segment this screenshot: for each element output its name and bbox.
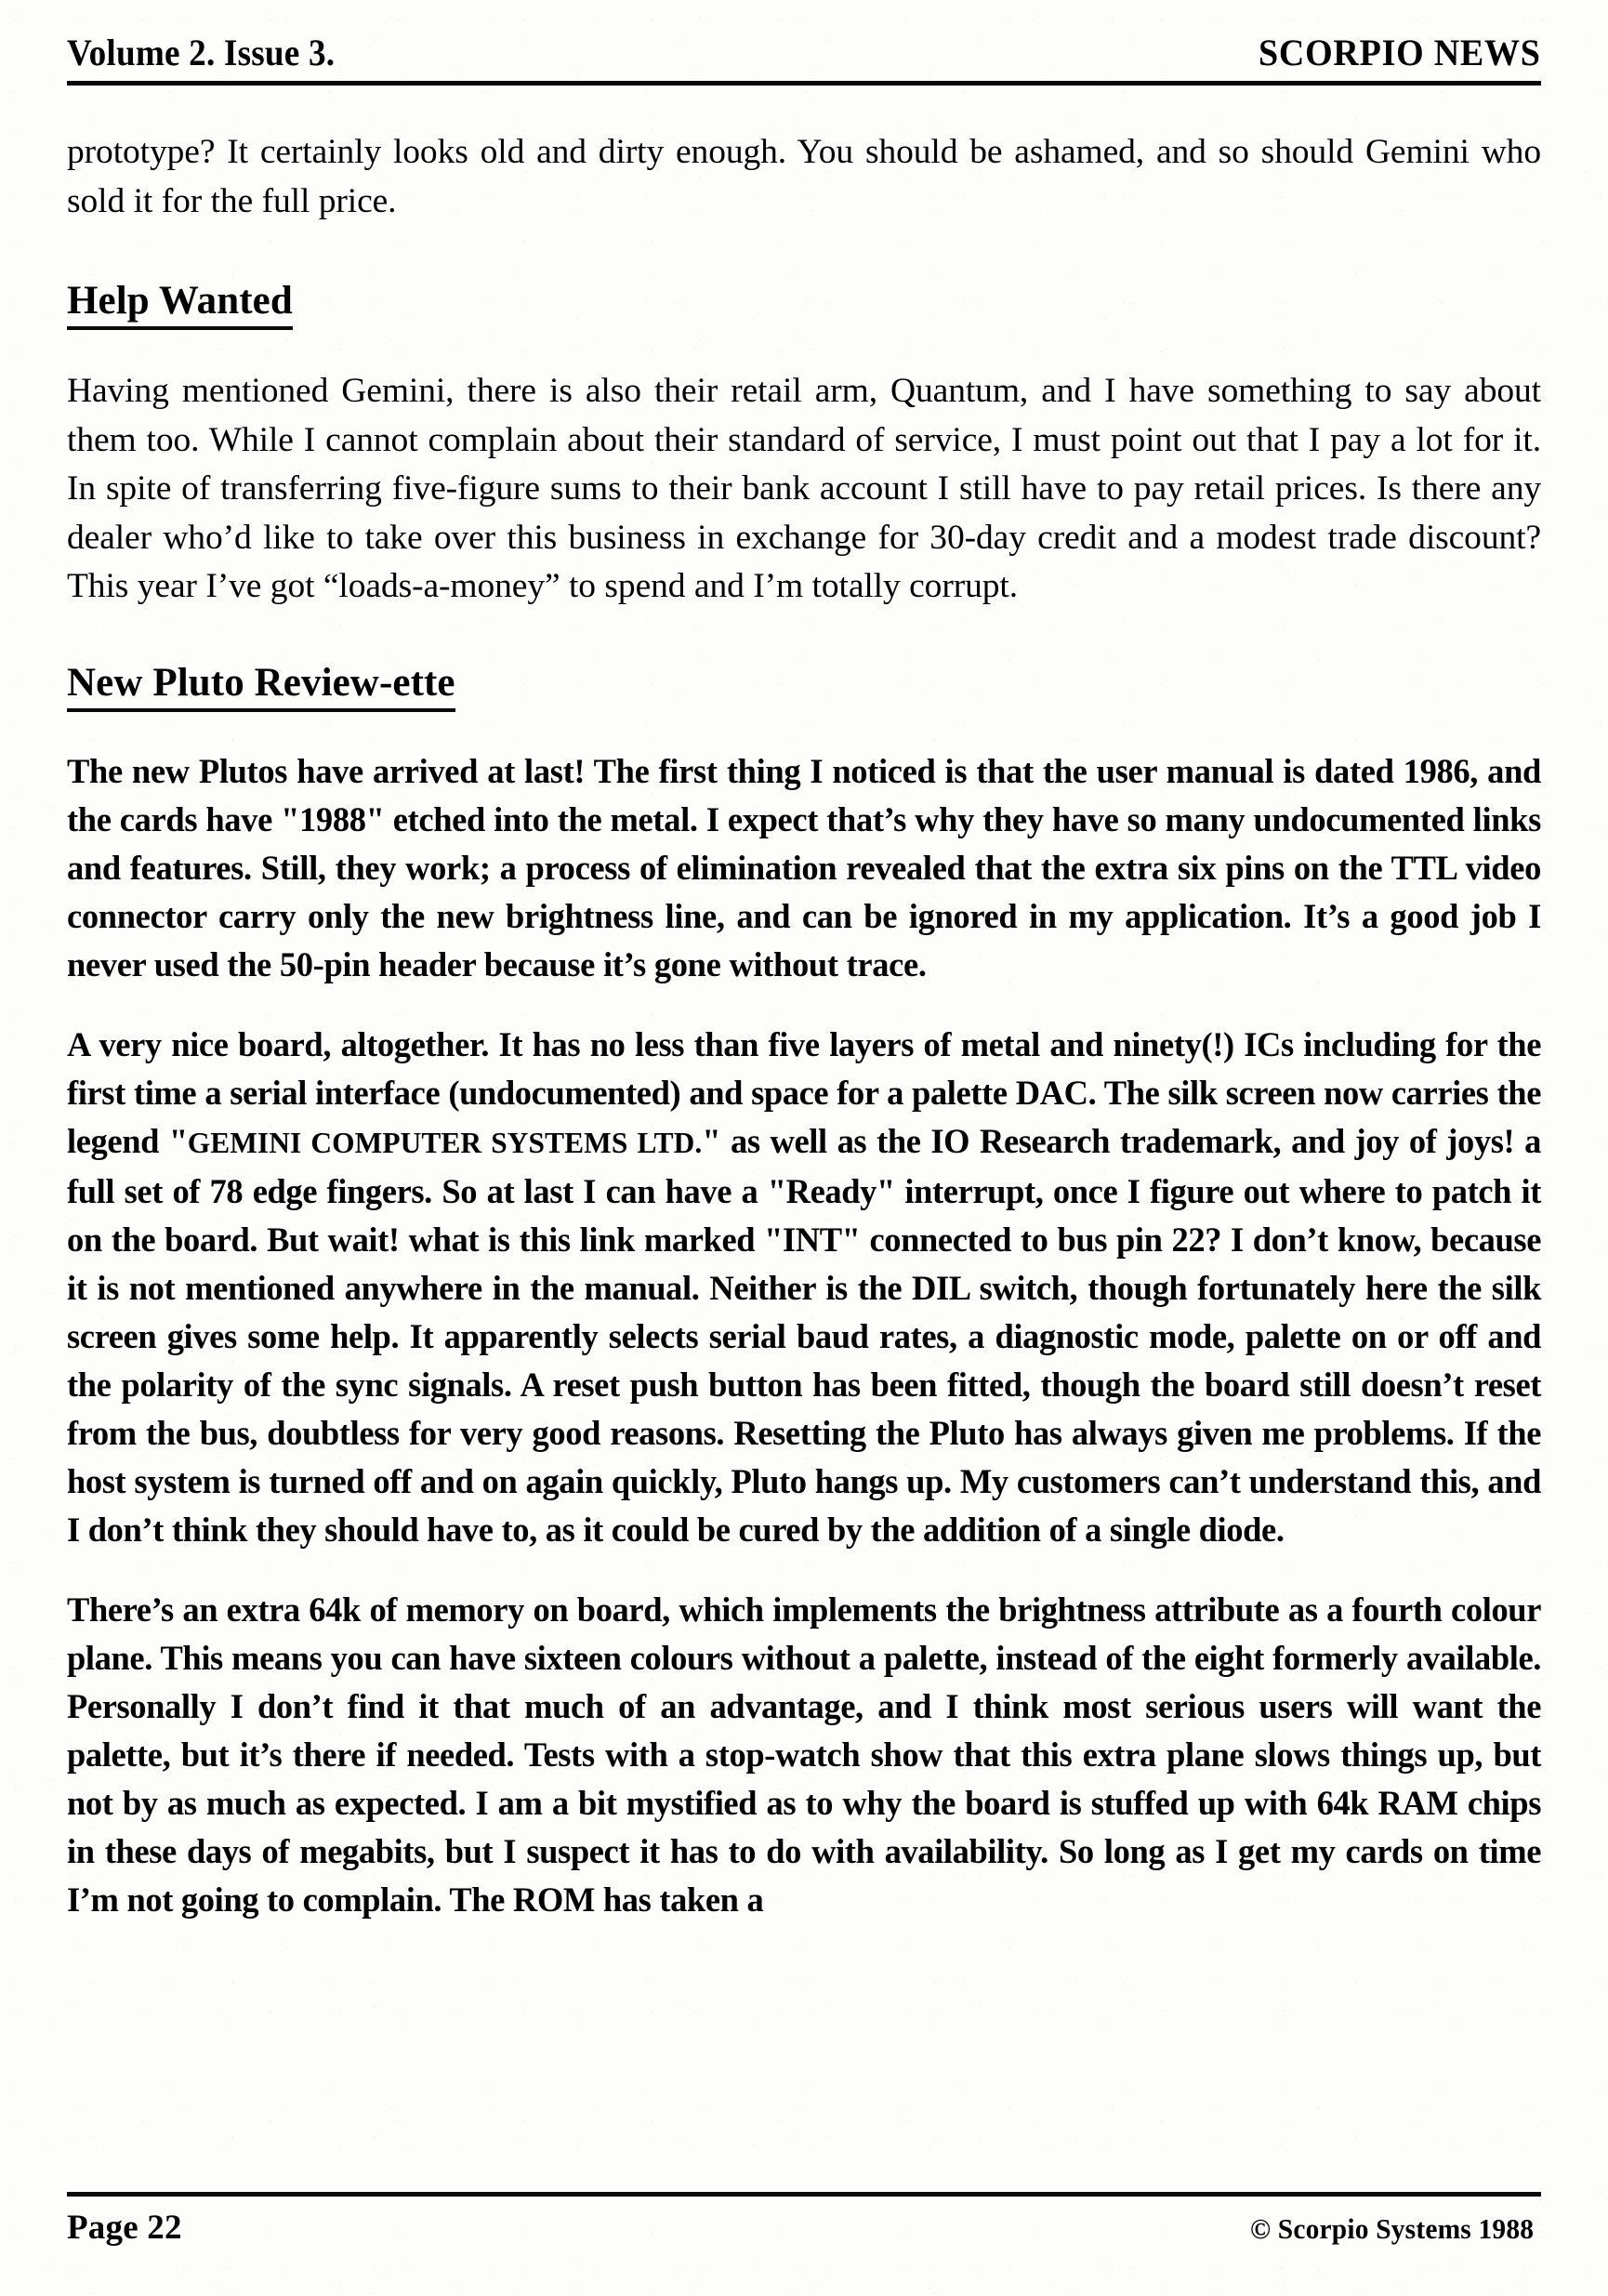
issue-line: Volume 2. Issue 3. [67,32,336,73]
article-body [67,128,1541,1924]
page-content [67,0,1541,1924]
section-heading-help-wanted: Help Wanted [67,280,293,330]
copyright-notice: © Scorpio Systems 1988 [1249,2212,1534,2245]
running-head [67,0,1541,73]
section-help-wanted-heading-wrap [67,280,1541,330]
publication-masthead: SCORPIO NEWS [1259,32,1541,73]
footer-divider-rule [67,2192,1541,2197]
footer-row [67,2208,1541,2248]
intro-paragraph: prototype? It certainly looks old and dirty enough. You should be ashamed, and so should Gemini who sold it for the full price. [67,133,1541,220]
gemini-computer-systems-legend: GEMINI COMPUTER SYSTEMS LTD. [187,1127,703,1160]
pluto-paragraph-1: The new Plutos have arrived at last! The first thing I noticed is that the user manual is dated 1986, and the cards have "1988" etched into the metal. I expect that’s why they have so many undocumented links and features. Still, they work; a process of elimination revealed that the extra six pins on the TTL video connector carry only the new brightness line, and can be ignored in my application. It’s a good job I never used the 50-pin header because it’s gone without trace. [67,752,1541,984]
section-pluto-review-heading-wrap [67,662,1541,712]
page-footer [67,2192,1541,2248]
header-divider-rule [67,81,1541,86]
pluto-paragraph-2 [67,1021,1541,1554]
pluto-paragraph-2-lead: A very nice board, altogether. It has no less than five layers of metal and ninety(!) ICs including for the first time a serial interface (undocumented) and space for a palette DAC. The silk screen now carries the legend " [67,1025,1541,1161]
page-number: Page 22 [67,2209,182,2247]
pluto-paragraph-2-tail: " as well as the IO Research trademark, and joy of joys! a full set of 78 edge fingers. So at last I can have a "Ready" interrupt, once I figure out where to patch it on the board. But wait! what is this link marked "INT" connected to bus pin 22? I don’t know, because it is not mentioned anywhere in the manual. Neither is the DIL switch, though fortunately here the silk screen gives some help. It apparently selects serial baud rates, a diagnostic mode, palette on or off and the polarity of the sync signals. A reset push button has been fitted, though the board still doesn’t reset from the bus, doubtless for very good reasons. Resetting the Pluto has always given me problems. If the host system is turned off and on again quickly, Pluto hangs up. My customers can’t understand this, and I don’t think they should have to, as it could be cured by the addition of a single diode. [67,1122,1541,1550]
help-wanted-paragraph: Having mentioned Gemini, there is also their retail arm, Quantum, and I have something to say about them too. While I cannot complain about their standard of service, I must point out that I pay a lot for it. In spite of transferring five-figure sums to their bank account I still have to pay retail prices. Is there any dealer who’d like to take over this business in exchange for 30-day credit and a modest trade discount? This year I’ve got “loads-a-money” to spend and I’m totally corrupt. [67,372,1541,606]
section-heading-new-pluto-review-ette: New Pluto Review-ette [67,662,455,712]
pluto-paragraph-3: There’s an extra 64k of memory on board, which implements the brightness attribute as a fourth colour plane. This means you can have sixteen colours without a palette, instead of the eight formerly available. Personally I don’t find it that much of an advantage, and I think most serious users will want the palette, but it’s there if needed. Tests with a stop-watch show that this extra plane slows things up, but not by as much as expected. I am a bit mystified as to why the board is stuffed up with 64k RAM chips in these days of megabits, but I suspect it has to do with availability. So long as I get my cards on time I’m not going to complain. The ROM has taken a [67,1590,1541,1920]
